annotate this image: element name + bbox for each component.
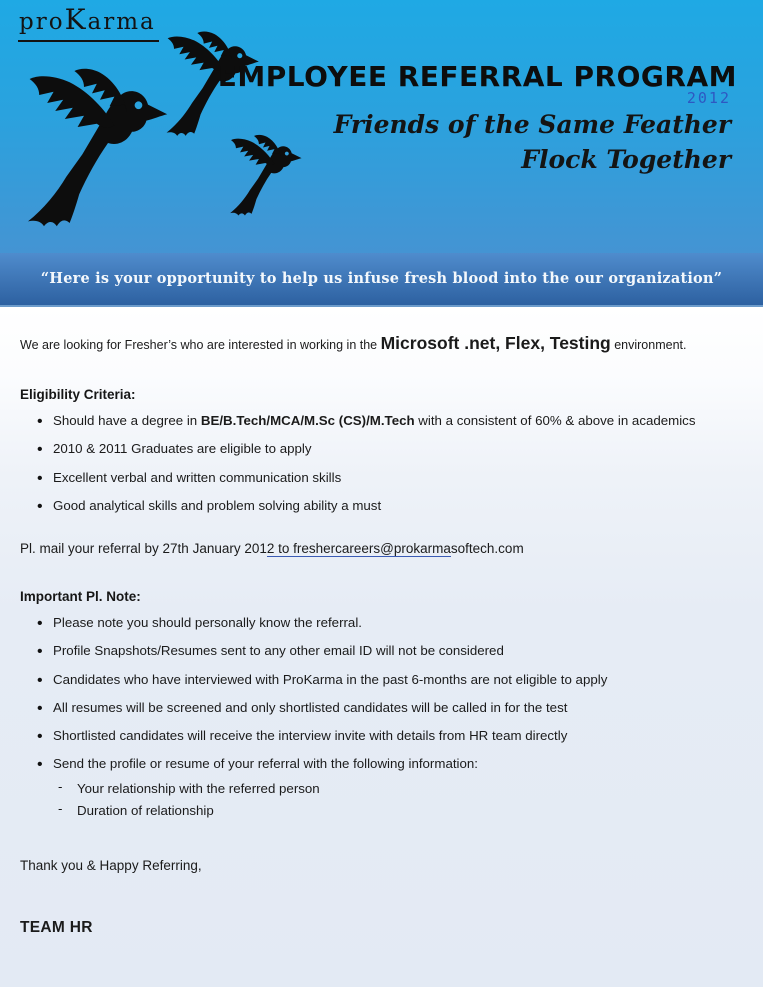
degree-pre: Should have a degree in <box>53 413 201 428</box>
note-item-5: • Shortlisted candidates will receive the interview invite with details from HR team directly <box>20 726 743 745</box>
quote-text: “Here is your opportunity to help us infuse fresh blood into the our organization” <box>40 270 723 287</box>
prokarma-logo <box>18 5 159 42</box>
referral-info-sublist <box>20 779 743 821</box>
notes-heading: Important Pl. Note: <box>20 589 141 605</box>
note-item-1: • Please note you should personally know the referral. <box>20 613 743 632</box>
note-item-2: • Profile Snapshots/Resumes sent to any other email ID will not be considered <box>20 641 743 660</box>
eligibility-item-2: • 2010 & 2011 Graduates are eligible to apply <box>20 439 743 458</box>
tagline-line-2: Flock Together <box>521 145 731 174</box>
mail-post: softech.com <box>450 541 524 557</box>
degree-list: BE/B.Tech/MCA/M.Sc (CS)/M.Tech <box>200 413 415 428</box>
logo-text-capital: K <box>64 3 88 36</box>
sub-item-1: - Your relationship with the referred person <box>20 779 743 798</box>
note-item-6: • Send the profile or resume of your referral with the following information: <box>20 754 743 773</box>
note-item-4: • All resumes will be screened and only shortlisted candidates will be called in for the test <box>20 698 743 717</box>
mail-pre: Pl. mail your referral by 27th January 201 <box>20 541 267 557</box>
eligibility-item-3: • Excellent verbal and written communication skills <box>20 468 743 487</box>
sub-item-2: - Duration of relationship <box>20 801 743 820</box>
intro-line <box>20 307 743 354</box>
mail-instruction <box>20 541 743 556</box>
logo-text: arma <box>87 9 156 35</box>
degree-post: with a consistent of 60% & above in academics <box>414 413 696 428</box>
eligibility-item-1 <box>20 411 743 430</box>
header <box>0 0 763 253</box>
notes-list <box>20 613 743 774</box>
signature: TEAM HR <box>20 919 93 937</box>
program-year: 2012 <box>686 89 731 107</box>
referral-email-link[interactable]: 2 to freshercareers@prokarma <box>266 541 451 557</box>
eligibility-heading: Eligibility Criteria: <box>20 387 136 402</box>
program-title: EMPLOYEE REFERRAL PROGRAM <box>217 60 737 93</box>
intro-post: environment. <box>610 338 687 352</box>
dove-icon-large <box>12 60 172 242</box>
title-block <box>218 60 737 177</box>
eligibility-item-4: • Good analytical skills and problem solving ability a must <box>20 496 743 515</box>
quote-banner <box>0 253 763 307</box>
tagline-line-1: Friends of the Same Feather <box>333 110 731 139</box>
intro-highlight: Microsoft .net, Flex, Testing <box>380 333 611 353</box>
closing-line: Thank you & Happy Referring, <box>20 858 202 874</box>
intro-pre: We are looking for Fresher’s who are interested in working in the <box>20 338 381 352</box>
flyer-body <box>0 307 763 987</box>
note-item-3: • Candidates who have interviewed with ProKarma in the past 6-months are not eligible to apply <box>20 670 743 689</box>
logo-text: pro <box>19 9 65 35</box>
eligibility-list <box>20 411 743 515</box>
